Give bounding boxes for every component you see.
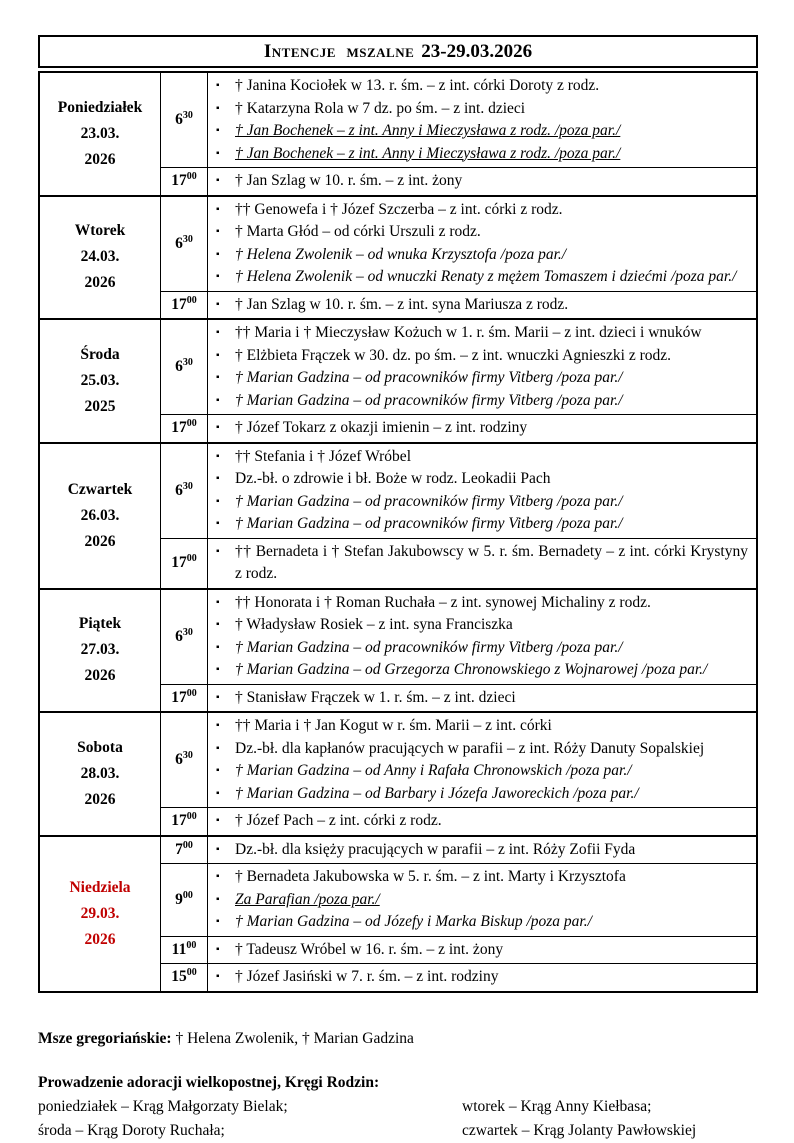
intention-text: † Helena Zwolenik – od wnuka Krzysztofa /poza par./ (235, 245, 567, 263)
intention-item (214, 143, 748, 166)
time-minutes: 30 (182, 233, 193, 245)
time-cell: $17^{00}$ (161, 291, 208, 319)
intention-text: † Jan Szlag w 10. r. śm. – z int. żony (235, 172, 463, 189)
intention-text: Dz.-bł. o zdrowie i bł. Boże w rodz. Leokadii Pach (235, 470, 551, 487)
day-year: 2026 (84, 150, 116, 168)
intention-text: † Helena Zwolenik – od wnuczki Renaty z mężem Tomaszem i dziećmi /poza par./ (235, 268, 737, 285)
intention-item (214, 367, 748, 390)
intention-text: †† Genowefa i † Józef Szczerba – z int. córki z rodz. (235, 200, 563, 218)
square-bullet-icon: ▪ (216, 691, 220, 703)
intention-item (214, 637, 748, 660)
intention-item (214, 75, 748, 98)
time-minutes: 30 (182, 480, 193, 492)
day-cell (39, 836, 161, 992)
square-bullet-icon: ▪ (216, 742, 220, 754)
intention-text: † Marian Gadzina – od Anny i Rafała Chronowskich /poza par./ (235, 762, 632, 779)
time-cell: $7^{00}$ (161, 836, 208, 864)
day-cell (39, 589, 161, 713)
day-year: 2025 (84, 397, 116, 415)
intentions-cell (208, 291, 758, 319)
time-minutes: 00 (186, 552, 197, 564)
intention-text: † Józef Jasiński w 7. r. śm. – z int. rodziny (235, 968, 499, 985)
intention-item (214, 170, 748, 193)
intention-text: † Jan Bochenek – z int. Anny i Mieczysława z rodz. /poza par./ (235, 144, 621, 162)
intention-item (214, 889, 748, 912)
intention-item (214, 446, 748, 469)
intention-text: † Marian Gadzina – od pracowników firmy Vitberg /poza par./ (235, 515, 623, 532)
time-minutes: 00 (186, 967, 197, 979)
intention-item (214, 244, 748, 267)
square-bullet-icon: ▪ (216, 916, 220, 927)
intention-item (214, 783, 748, 806)
time-cell: $9^{00}$ (161, 864, 208, 937)
day-name: Czwartek (67, 480, 133, 498)
intentions-cell (208, 415, 758, 443)
time-cell: $17^{00}$ (161, 808, 208, 836)
time-cell: $6^{30}$ (161, 443, 208, 539)
day-cell (39, 443, 161, 589)
gregorian-masses-names: † Helena Zwolenik, † Marian Gadzina (175, 1029, 414, 1047)
intention-item (214, 911, 748, 934)
square-bullet-icon: ▪ (216, 147, 220, 159)
intentions-cell (208, 836, 758, 864)
intention-item (214, 491, 748, 514)
intention-item (214, 345, 748, 368)
day-year: 2026 (84, 274, 116, 292)
intention-text: Dz.-bł. dla księży pracujących w parafii – z int. Róży Zofii Fyda (235, 840, 636, 858)
square-bullet-icon: ▪ (216, 815, 220, 826)
square-bullet-icon: ▪ (216, 349, 220, 361)
intention-text: † Marian Gadzina – od pracowników firmy Vitberg /poza par./ (235, 638, 623, 656)
title-name: Intencje mszalne (263, 40, 415, 62)
day-name: Sobota (77, 738, 123, 756)
square-bullet-icon: ▪ (216, 495, 220, 507)
intentions-cell (208, 443, 758, 539)
schedule-row (39, 319, 757, 415)
square-bullet-icon: ▪ (216, 271, 220, 282)
adoration-entry: czwartek – Krąg Jolanty Pawłowskiej (462, 1121, 697, 1139)
intention-item (214, 468, 748, 491)
square-bullet-icon: ▪ (216, 871, 220, 882)
day-name: Środa (80, 345, 120, 363)
intention-text: † Tadeusz Wróbel w 16. r. śm. – z int. żony (235, 940, 504, 958)
intention-text: † Marian Gadzina – od pracowników firmy Vitberg /poza par./ (235, 369, 623, 386)
intention-item (214, 659, 748, 682)
day-cell (39, 319, 161, 443)
intention-text: †† Honorata i † Roman Ruchała – z int. synowej Michaliny z rodz. (235, 593, 651, 611)
intention-text: † Elżbieta Frączek w 30. dz. po śm. – z int. wnuczki Agnieszki z rodz. (235, 346, 672, 364)
square-bullet-icon: ▪ (216, 203, 220, 215)
square-bullet-icon: ▪ (216, 518, 220, 529)
gregorian-masses-line (38, 1030, 758, 1048)
time-cell: $17^{00}$ (161, 538, 208, 589)
intention-item (214, 221, 748, 244)
time-minutes: 30 (182, 749, 193, 761)
schedule-row (39, 836, 757, 864)
square-bullet-icon: ▪ (216, 971, 220, 982)
intentions-cell (208, 538, 758, 589)
day-year: 2026 (84, 790, 116, 808)
intention-item (214, 98, 748, 121)
gregorian-masses-label: Msze gregoriańskie: (38, 1029, 172, 1047)
intention-text: † Marian Gadzina – od Barbary i Józefa Jaworeckich /poza par./ (235, 784, 639, 802)
square-bullet-icon: ▪ (216, 619, 220, 630)
intentions-cell (208, 589, 758, 685)
adoration-schedule (38, 1095, 758, 1143)
day-date: 25.03. (80, 371, 120, 389)
square-bullet-icon: ▪ (216, 943, 220, 955)
day-name: Wtorek (74, 222, 126, 240)
time-cell: $6^{30}$ (161, 72, 208, 168)
intention-item (214, 390, 748, 413)
intention-item (214, 687, 748, 710)
intention-text: Dz.-bł. dla kapłanów pracujących w parafii – z int. Róży Danuty Sopalskiej (235, 739, 705, 757)
square-bullet-icon: ▪ (216, 893, 220, 905)
intention-text: † Marian Gadzina – od Józefy i Marka Biskup /poza par./ (235, 913, 592, 930)
day-year: 2026 (84, 930, 116, 948)
day-date: 24.03. (80, 248, 120, 266)
time-minutes: 00 (186, 939, 197, 951)
adoration-entry: poniedziałek – Krąg Małgorzaty Bielak; (38, 1097, 288, 1115)
square-bullet-icon: ▪ (216, 641, 220, 653)
time-cell: $6^{30}$ (161, 712, 208, 808)
intention-text: † Katarzyna Rola w 7 dz. po śm. – z int. dzieci (235, 99, 526, 117)
day-name: Piątek (78, 615, 122, 633)
day-name: Niedziela (69, 878, 131, 896)
schedule-row (39, 196, 757, 292)
time-cell: $11^{00}$ (161, 936, 208, 964)
day-date: 23.03. (80, 124, 120, 142)
intention-item (214, 294, 748, 317)
intention-text: †† Stefania i † Józef Wróbel (235, 447, 411, 465)
intention-text: † Marian Gadzina – od pracowników firmy Vitberg /poza par./ (235, 391, 623, 409)
intention-item (214, 417, 748, 440)
time-cell: $15^{00}$ (161, 964, 208, 992)
intentions-cell (208, 808, 758, 836)
square-bullet-icon: ▪ (216, 226, 220, 237)
intention-item (214, 966, 748, 989)
intention-item (214, 839, 748, 862)
square-bullet-icon: ▪ (216, 372, 220, 383)
time-minutes: 00 (182, 839, 193, 851)
intention-text: Za Parafian /poza par./ (235, 890, 380, 908)
square-bullet-icon: ▪ (216, 327, 220, 338)
day-date: 26.03. (80, 506, 120, 524)
square-bullet-icon: ▪ (216, 843, 220, 855)
intention-item (214, 513, 748, 536)
adoration-heading: Prowadzenie adoracji wielkopostnej, Kręgi Rodzin: (38, 1073, 380, 1091)
time-minutes: 00 (186, 171, 197, 183)
time-cell: $17^{00}$ (161, 684, 208, 712)
intentions-cell (208, 864, 758, 937)
intention-text: † Janina Kociołek w 13. r. śm. – z int. córki Doroty z rodz. (235, 77, 600, 94)
intentions-cell (208, 712, 758, 808)
intention-text: † Józef Pach – z int. córki z rodz. (235, 812, 442, 829)
schedule-row (39, 712, 757, 808)
intention-item (214, 592, 748, 615)
intention-item (214, 810, 748, 833)
intentions-cell (208, 168, 758, 196)
time-cell: $6^{30}$ (161, 196, 208, 292)
time-minutes: 00 (186, 811, 197, 823)
square-bullet-icon: ▪ (216, 473, 220, 484)
square-bullet-icon: ▪ (216, 787, 220, 799)
time-cell: $6^{30}$ (161, 589, 208, 685)
square-bullet-icon: ▪ (216, 450, 220, 462)
time-minutes: 30 (182, 356, 193, 368)
square-bullet-icon: ▪ (216, 125, 220, 136)
day-cell (39, 196, 161, 320)
square-bullet-icon: ▪ (216, 720, 220, 731)
intention-text: † Marta Głód – od córki Urszuli z rodz. (235, 223, 481, 240)
schedule-title (38, 35, 758, 68)
intention-text: † Marian Gadzina – od pracowników firmy Vitberg /poza par./ (235, 492, 623, 510)
day-date: 27.03. (80, 641, 120, 659)
intention-text: † Stanisław Frączek w 1. r. śm. – z int. dzieci (235, 688, 516, 706)
intention-item (214, 322, 748, 345)
intention-item (214, 760, 748, 783)
day-year: 2026 (84, 532, 116, 550)
square-bullet-icon: ▪ (216, 422, 220, 433)
intention-text: †† Bernadeta i † Stefan Jakubowscy w 5. r. śm. Bernadety – z int. córki Krystyny z rodz. (235, 542, 748, 582)
intention-item (214, 120, 748, 143)
intention-text: † Jan Bochenek – z int. Anny i Mieczysława z rodz. /poza par./ (235, 122, 621, 139)
intentions-cell (208, 72, 758, 168)
title-dates: 23-29.03.2026 (421, 40, 533, 62)
intention-text: † Marian Gadzina – od Grzegorza Chronowskiego z Wojnarowej /poza par./ (235, 661, 708, 678)
intention-item (214, 738, 748, 761)
intentions-cell (208, 319, 758, 415)
time-minutes: 00 (186, 418, 197, 430)
schedule-row (39, 589, 757, 685)
mass-intentions-table (38, 71, 758, 993)
intention-item (214, 199, 748, 222)
intention-text: † Józef Tokarz z okazji imienin – z int. rodziny (235, 419, 528, 436)
intention-item (214, 939, 748, 962)
time-cell: $17^{00}$ (161, 415, 208, 443)
day-date: 28.03. (80, 764, 120, 782)
day-name: Poniedziałek (57, 98, 143, 116)
day-date: 29.03. (80, 904, 120, 922)
time-minutes: 00 (186, 687, 197, 699)
time-minutes: 00 (182, 889, 193, 901)
intention-text: †† Maria i † Mieczysław Kożuch w 1. r. śm. Marii – z int. dzieci i wnuków (235, 324, 702, 341)
square-bullet-icon: ▪ (216, 298, 220, 310)
square-bullet-icon: ▪ (216, 664, 220, 675)
intention-item (214, 541, 748, 586)
time-minutes: 30 (182, 626, 193, 638)
time-minutes: 30 (182, 109, 193, 121)
intention-text: † Bernadeta Jakubowska w 5. r. śm. – z int. Marty i Krzysztofa (235, 868, 626, 885)
day-cell (39, 72, 161, 196)
intentions-cell (208, 964, 758, 992)
time-minutes: 00 (186, 294, 197, 306)
time-cell: $6^{30}$ (161, 319, 208, 415)
intentions-cell (208, 684, 758, 712)
square-bullet-icon: ▪ (216, 102, 220, 114)
square-bullet-icon: ▪ (216, 394, 220, 406)
intentions-cell (208, 196, 758, 292)
intention-text: † Władysław Rosiek – z int. syna Franciszka (235, 616, 513, 633)
intention-text: † Jan Szlag w 10. r. śm. – z int. syna Mariusza z rodz. (235, 295, 569, 313)
adoration-entry: wtorek – Krąg Anny Kiełbasa; (462, 1097, 652, 1115)
schedule-row (39, 443, 757, 539)
square-bullet-icon: ▪ (216, 765, 220, 776)
day-year: 2026 (84, 667, 116, 685)
day-cell (39, 712, 161, 836)
intention-item (214, 614, 748, 637)
square-bullet-icon: ▪ (216, 80, 220, 91)
schedule-row (39, 72, 757, 168)
square-bullet-icon: ▪ (216, 175, 220, 186)
adoration-entry: środa – Krąg Doroty Ruchała; (38, 1121, 225, 1139)
square-bullet-icon: ▪ (216, 248, 220, 260)
intentions-cell (208, 936, 758, 964)
intention-item (214, 715, 748, 738)
intention-text: †† Maria i † Jan Kogut w r. śm. Marii – z int. córki (235, 717, 552, 734)
intention-item (214, 266, 748, 289)
square-bullet-icon: ▪ (216, 545, 220, 557)
square-bullet-icon: ▪ (216, 596, 220, 608)
intention-item (214, 866, 748, 889)
time-cell: $17^{00}$ (161, 168, 208, 196)
